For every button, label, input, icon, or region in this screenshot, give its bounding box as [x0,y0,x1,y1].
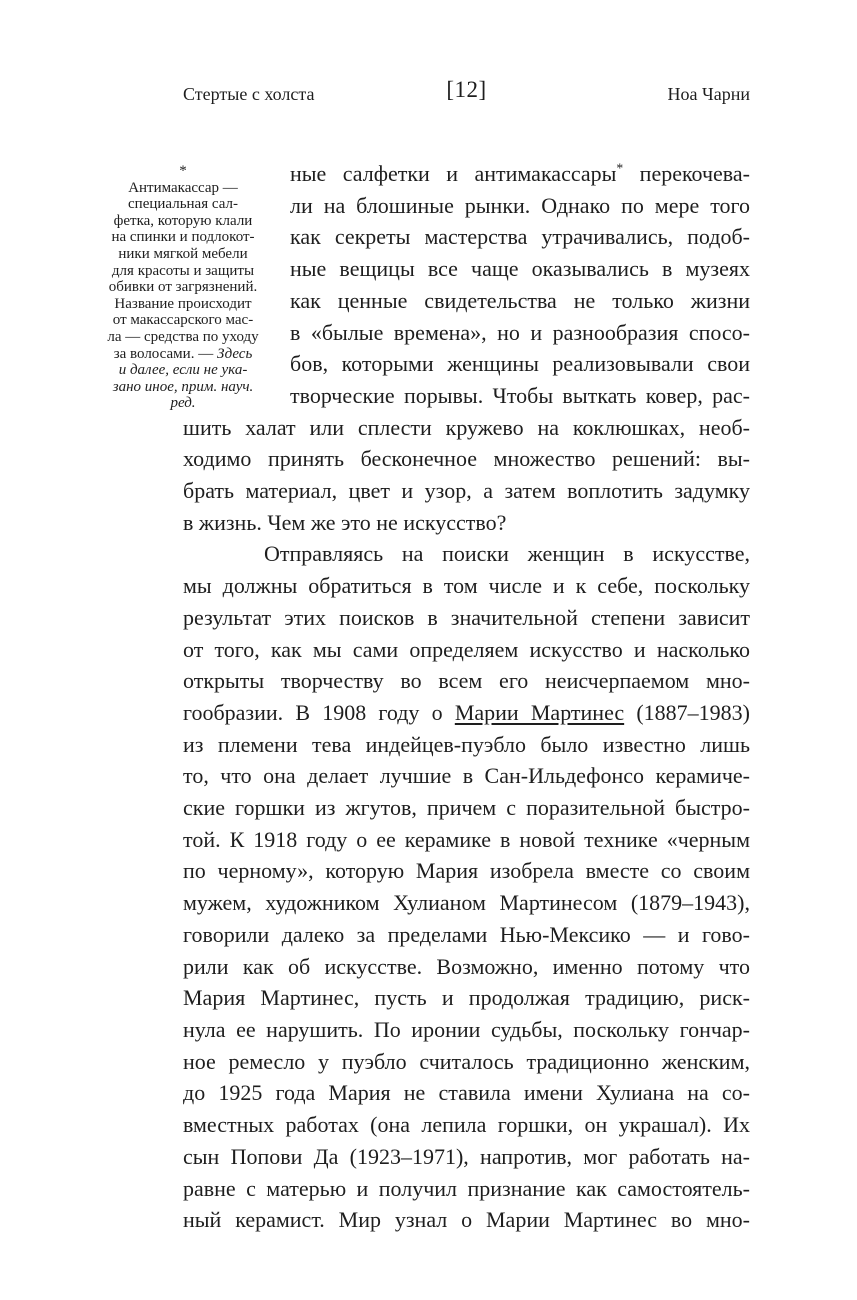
text-line [183,919,750,951]
text-segment: и далее, если не ука- [118,362,248,379]
text-line [183,887,750,919]
text-line [183,538,750,570]
text-segment: ники мягкой мебели [118,245,248,262]
text-segment: ные вещицы все чаще оказывались в музеях [290,256,750,282]
running-title-author: Ноа Чарни [667,84,750,104]
text-segment: нула ее нарушить. По иронии судьбы, поскольку гончар- [183,1016,750,1042]
paragraph-1-narrow-block [290,158,750,412]
text-line [183,1173,750,1205]
text-line [183,1204,750,1236]
text-segment: фетка, которую клали [113,212,253,229]
text-segment: говорили далеко за пределами Нью-Мексико — и гово- [183,921,750,947]
text-segment: ное ремесло у пуэбло считалось традиционно женским, [183,1048,750,1074]
text-line [183,1014,750,1046]
text-line [183,1109,750,1141]
text-line [290,317,750,349]
text-line [290,221,750,253]
person-link[interactable]: Марии Мартинес [454,699,625,725]
text-segment: Название происходит [114,295,252,312]
text-segment: ходимо принять бесконечное множество решений: вы- [183,446,750,472]
text-segment: по черному», которую Мария изобрела вместе со своим [183,858,750,884]
text-line [183,570,750,602]
text-line [290,348,750,380]
text-segment: Отправляясь на поиски женщин в искусстве, [264,541,750,567]
text-segment: как секреты мастерства утрачивались, подоб- [290,224,750,250]
text-segment: мы должны обратиться в том числе и к себе, поскольку [183,573,750,599]
text-segment: от макассарского мас- [112,312,254,329]
running-title-book: Стертые с холста [183,84,315,104]
text-line [183,824,750,856]
text-segment: как ценные свидетельства не только жизни [290,287,750,313]
running-header [183,77,750,110]
text-segment: (1887–1983) [624,699,750,725]
text-line [183,1141,750,1173]
text-segment: брать материал, цвет и узор, а затем воплотить задумку [183,478,750,504]
text-line [183,443,750,475]
text-segment: той. К 1918 году о ее керамике в новой технике «черным [183,826,750,852]
text-segment: вместных работах (она лепила горшки, он украшал). Их [183,1112,750,1138]
text-segment: до 1925 года Мария не ставила имени Хулиана на со- [183,1080,750,1106]
text-line [183,760,750,792]
text-line [183,729,750,761]
text-line [183,697,750,729]
text-line [183,412,750,444]
text-line [183,665,750,697]
text-segment: шить халат или сплести кружево на коклюшках, необ- [183,414,750,440]
text-line [183,951,750,983]
text-segment: специальная сал- [128,196,238,213]
text-line [183,855,750,887]
text-segment: на спинки и подлокот- [111,229,255,246]
text-line [183,982,750,1014]
text-segment: то, что она делает лучшие в Сан-Ильдефонсо керамиче- [183,763,750,789]
text-line [183,602,750,634]
text-line [183,475,750,507]
text-segment: Антимакассар — [128,179,238,196]
text-line [290,253,750,285]
text-segment: ли на блошиные рынки. Однако по мере того [290,192,750,218]
text-segment: перекочева- [623,161,750,186]
text-segment: открыты творчеству во всем его неисчерпаемом мно- [183,668,750,694]
text-segment: рили как об искусстве. Возможно, именно потому что [183,953,750,979]
text-line [183,792,750,824]
text-segment: зано иное, прим. науч. [112,378,254,395]
page-number: [12] [446,77,487,102]
text-segment: равне с матерью и получил признание как самостоятель- [183,1175,750,1201]
text-line [290,380,750,412]
text-segment: Мария Мартинес, пусть и продолжая традицию, риск- [183,985,750,1011]
text-segment: гообразии. В 1908 году о [183,699,455,725]
text-segment: бов, которыми женщины реализовывали свои [290,351,750,377]
text-segment: ный керамист. Мир узнал о Марии Мартинес во мно- [183,1207,750,1233]
text-line [290,285,750,317]
text-segment: для красоты и защиты [111,262,255,279]
text-segment: ла — средства по уходу [107,328,259,345]
text-line [183,507,750,539]
text-segment: * [179,163,187,179]
text-segment: ные салфетки и антимакассары [290,161,617,186]
text-segment: от того, как мы сами определяем искусство и насколько [183,636,750,662]
text-segment: обивки от загрязнений. [108,279,258,296]
text-line [290,158,750,190]
body-text [183,158,750,1236]
text-segment: сын Попови Да (1923–1971), напротив, мог работать на- [183,1143,750,1169]
text-segment: в «былые времена», но и разнообразия спосо- [290,319,750,345]
text-segment: из племени тева индейцев-пуэбло было известно лишь [183,731,750,757]
text-segment: творческие порывы. Чтобы выткать ковер, рас- [290,382,750,408]
paragraph-2-block [183,538,750,1235]
text-segment: результат этих поисков в значительной степени зависит [183,604,750,630]
text-segment: ские горшки из жгутов, причем с поразительной быстро- [183,795,750,821]
text-line [290,190,750,222]
text-segment: Здесь [216,345,253,362]
text-line [183,1046,750,1078]
text-segment: * [616,160,624,176]
paragraph-1-full-block [183,412,750,539]
text-segment: ред. [170,395,196,412]
text-segment: в жизнь. Чем же это не искусство? [183,509,507,535]
text-line [183,1077,750,1109]
text-segment: мужем, художником Хулианом Мартинесом (1879–1943), [183,890,750,916]
text-line [183,634,750,666]
text-segment: за волосами. — [113,345,217,362]
